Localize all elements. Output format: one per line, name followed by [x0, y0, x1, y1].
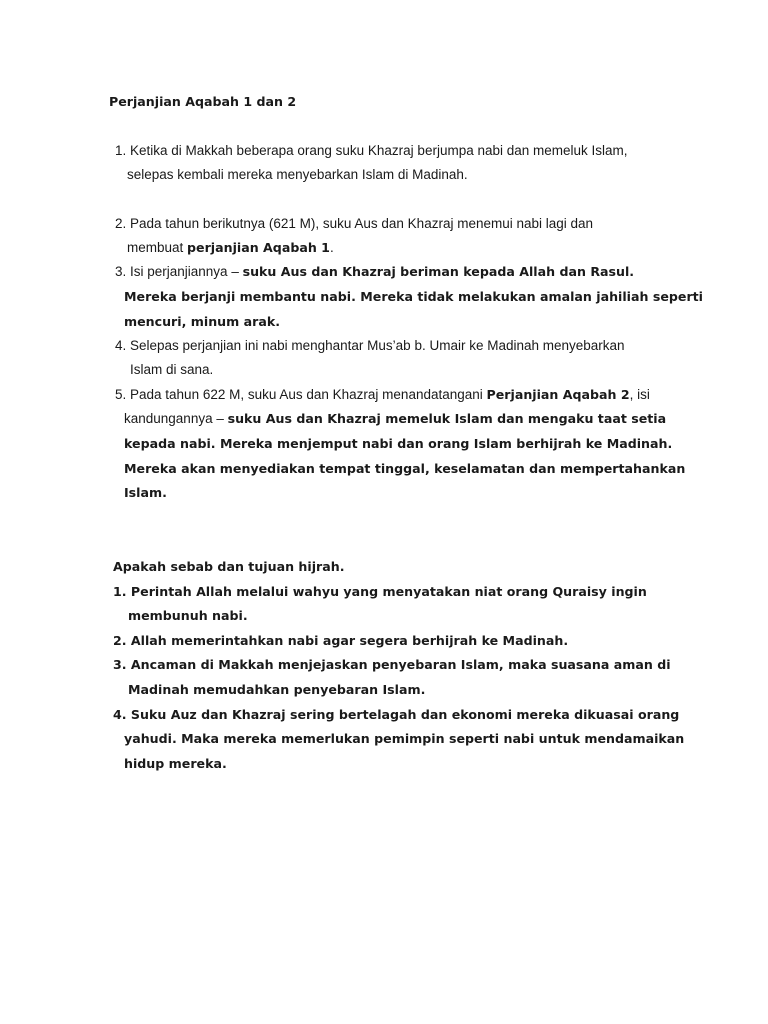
aqabah-item-1-line-1: 1. Ketika di Makkah beberapa orang suku Khazraj berjumpa nabi dan memeluk Islam, [115, 143, 628, 158]
aqabah-item-5-line-4: Mereka akan menyediakan tempat tinggal, keselamatan dan mempertahankan [124, 461, 686, 476]
hijrah-item-3-line-2: Madinah memudahkan penyebaran Islam. [128, 682, 426, 697]
aqabah-item-5-line-1-bold: Perjanjian Aqabah 2 [486, 387, 630, 402]
aqabah-item-5-line-1-prefix: 5. Pada tahun 622 M, suku Aus dan Khazraj menandatangani [115, 387, 487, 402]
aqabah-item-2-line-2-prefix: membuat [127, 240, 188, 255]
hijrah-item-4-line-1: 4. Suku Auz dan Khazraj sering bertelagah dan ekonomi mereka dikuasai orang [113, 707, 680, 722]
hijrah-item-4-line-3: hidup mereka. [124, 756, 227, 771]
aqabah-item-2-line-2-suffix: . [329, 240, 334, 255]
aqabah-item-4-line-1: 4. Selepas perjanjian ini nabi menghantar Mus’ab b. Umair ke Madinah menyebarkan [115, 338, 625, 353]
aqabah-item-5-line-1-suffix: , isi [629, 387, 650, 402]
aqabah-item-3-line-2: Mereka berjanji membantu nabi. Mereka tidak melakukan amalan jahiliah seperti [124, 289, 703, 304]
hijrah-item-4-line-2: yahudi. Maka mereka memerlukan pemimpin seperti nabi untuk mendamaikan [124, 731, 685, 746]
aqabah-item-1-line-2: selepas kembali mereka menyebarkan Islam di Madinah. [127, 167, 468, 182]
aqabah-item-2-line-1: 2. Pada tahun berikutnya (621 M), suku Aus dan Khazraj menemui nabi lagi dan [115, 216, 594, 231]
aqabah-item-5-line-5: Islam. [124, 485, 167, 500]
aqabah-item-5-line-2 [124, 411, 666, 427]
hijrah-item-3-line-1: 3. Ancaman di Makkah menjejaskan penyebaran Islam, maka suasana aman di [113, 657, 671, 672]
section-heading-hijrah: Apakah sebab dan tujuan hijrah. [113, 559, 345, 574]
hijrah-item-1-line-2: membunuh nabi. [128, 608, 248, 623]
aqabah-item-2-line-2-bold: perjanjian Aqabah 1 [187, 240, 330, 255]
aqabah-item-3-line-1-bold: suku Aus dan Khazraj beriman kepada Allah dan Rasul. [242, 264, 635, 279]
aqabah-item-5-line-3: kepada nabi. Mereka menjemput nabi dan orang Islam berhijrah ke Madinah. [124, 436, 673, 451]
aqabah-item-3-line-1 [115, 264, 634, 280]
aqabah-item-5-line-1 [115, 387, 650, 403]
hijrah-item-1-line-1: 1. Perintah Allah melalui wahyu yang menyatakan niat orang Quraisy ingin [113, 584, 647, 599]
aqabah-item-4-line-2: Islam di sana. [130, 362, 214, 377]
aqabah-item-5-line-2-bold: suku Aus dan Khazraj memeluk Islam dan mengaku taat setia [227, 411, 667, 426]
aqabah-item-5-line-2-prefix: kandungannya – [124, 411, 228, 426]
hijrah-item-2-line-1: 2. Allah memerintahkan nabi agar segera berhijrah ke Madinah. [113, 633, 569, 648]
aqabah-item-3-line-3: mencuri, minum arak. [124, 314, 281, 329]
section-heading-aqabah: Perjanjian Aqabah 1 dan 2 [109, 94, 297, 109]
aqabah-item-3-line-1-prefix: 3. Isi perjanjiannya – [115, 264, 243, 279]
aqabah-item-2-line-2 [127, 240, 334, 256]
